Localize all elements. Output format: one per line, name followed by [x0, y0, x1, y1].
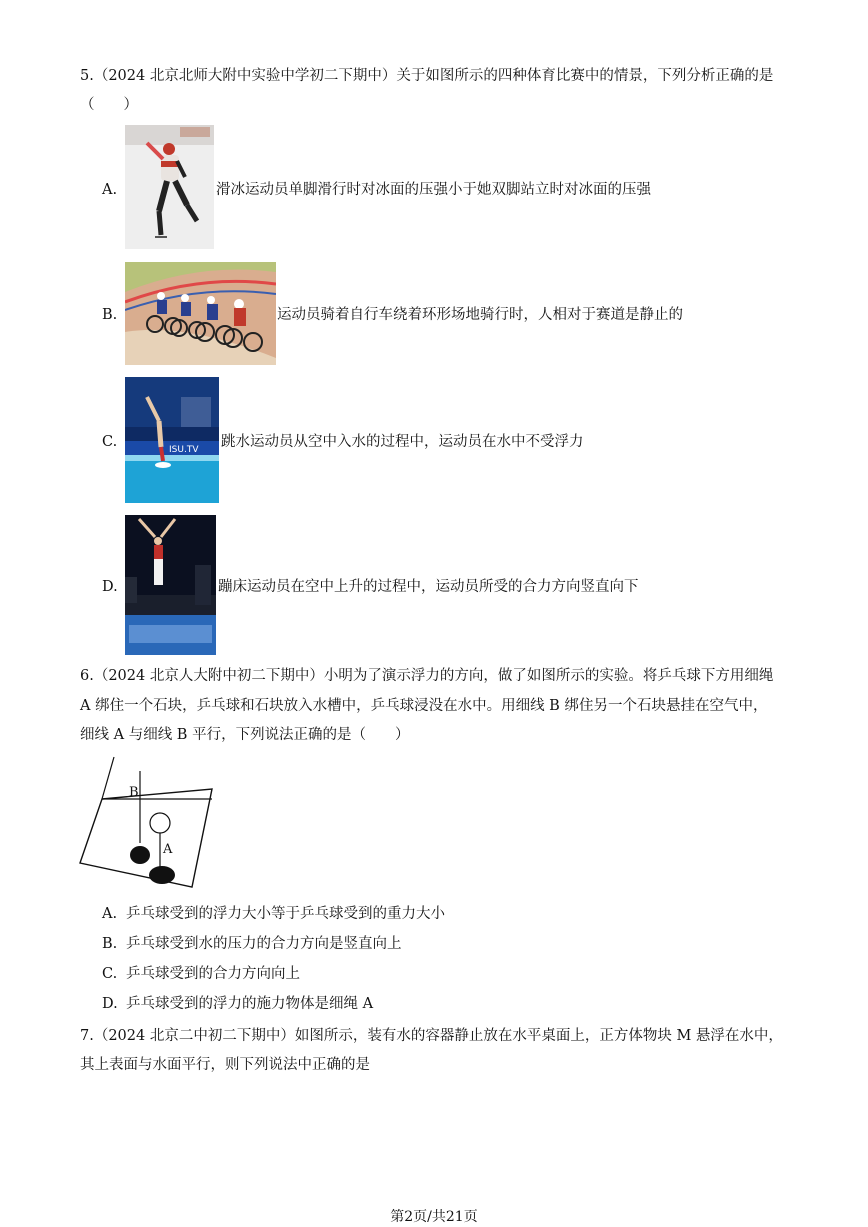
q6-option-b-text: 乒乓球受到水的压力的合力方向是竖直向上: [126, 936, 402, 952]
track-cyclists-photo: [125, 262, 276, 365]
q5-option-d-letter: D.: [102, 579, 118, 595]
q5-stem-line2: （ ）: [80, 97, 138, 113]
q5-option-b-letter: B.: [102, 307, 118, 323]
speed-skater-photo: [125, 125, 214, 249]
q5-option-b-text: 运动员骑着自行车绕着环形场地骑行时，人相对于赛道是静止的: [277, 307, 683, 323]
q6-stem-line3: 细线 A 与细线 B 平行，下列说法正确的是（ ）: [80, 727, 410, 743]
ping-pong-ball: [150, 813, 170, 833]
q6-option-a-text: 乒乓球受到的浮力大小等于乒乓球受到的重力大小: [126, 906, 445, 922]
q5-option-a-text: 滑冰运动员单脚滑行时对冰面的压强小于她双脚站立时对冰面的压强: [216, 182, 651, 198]
anchored-stone: [149, 866, 175, 884]
label-b: B: [129, 785, 139, 800]
q5-stem-line1: 5.（2024 北京北师大附中实验中学初二下期中）关于如图所示的四种体育比赛中的情景，下列分析正确的是: [80, 68, 774, 84]
water-tank: [80, 789, 212, 887]
q6-stem-line1: 6.（2024 北京人大附中初二下期中）小明为了演示浮力的方向，做了如图所示的实验。将乒乓球下方用细绳: [80, 668, 774, 684]
q5-option-c-text: 跳水运动员从空中入水的过程中，运动员在水中不受浮力: [221, 434, 584, 450]
q6-option-d-text: 乒乓球受到的浮力的施力物体是细绳 A: [126, 996, 374, 1012]
q5-option-a-letter: A.: [102, 182, 118, 198]
svg-text:ISU.TV: ISU.TV: [169, 445, 199, 455]
diver-photo: [125, 377, 219, 503]
q7-stem-line2: 其上表面与水面平行，则下列说法中正确的是: [80, 1057, 370, 1073]
hanging-stone: [130, 846, 150, 864]
q6-stem-line2: A 绑住一个石块，乒乓球和石块放入水槽中，乒乓球浸没在水中。用细线 B 绑住另一个石块悬挂在空气中，: [80, 698, 768, 714]
q5-option-d-text: 蹦床运动员在空中上升的过程中，运动员所受的合力方向竖直向下: [218, 579, 639, 595]
q6-option-b-letter: B.: [102, 936, 118, 952]
page-number: 第2页/共21页: [390, 1209, 478, 1225]
q6-option-a-letter: A.: [102, 906, 118, 922]
q6-option-d-letter: D.: [102, 996, 118, 1012]
trampoline-photo: [125, 515, 216, 655]
q5-option-c-letter: C.: [102, 434, 118, 450]
label-a: A: [163, 842, 173, 857]
q7-stem-line1: 7.（2024 北京二中初二下期中）如图所示，装有水的容器静止放在水平桌面上，正方体物块 M 悬浮在水中，: [80, 1028, 783, 1044]
q6-option-c-text: 乒乓球受到的合力方向向上: [126, 966, 300, 982]
q6-option-c-letter: C.: [102, 966, 118, 982]
buoyancy-experiment-diagram: [78, 755, 218, 889]
